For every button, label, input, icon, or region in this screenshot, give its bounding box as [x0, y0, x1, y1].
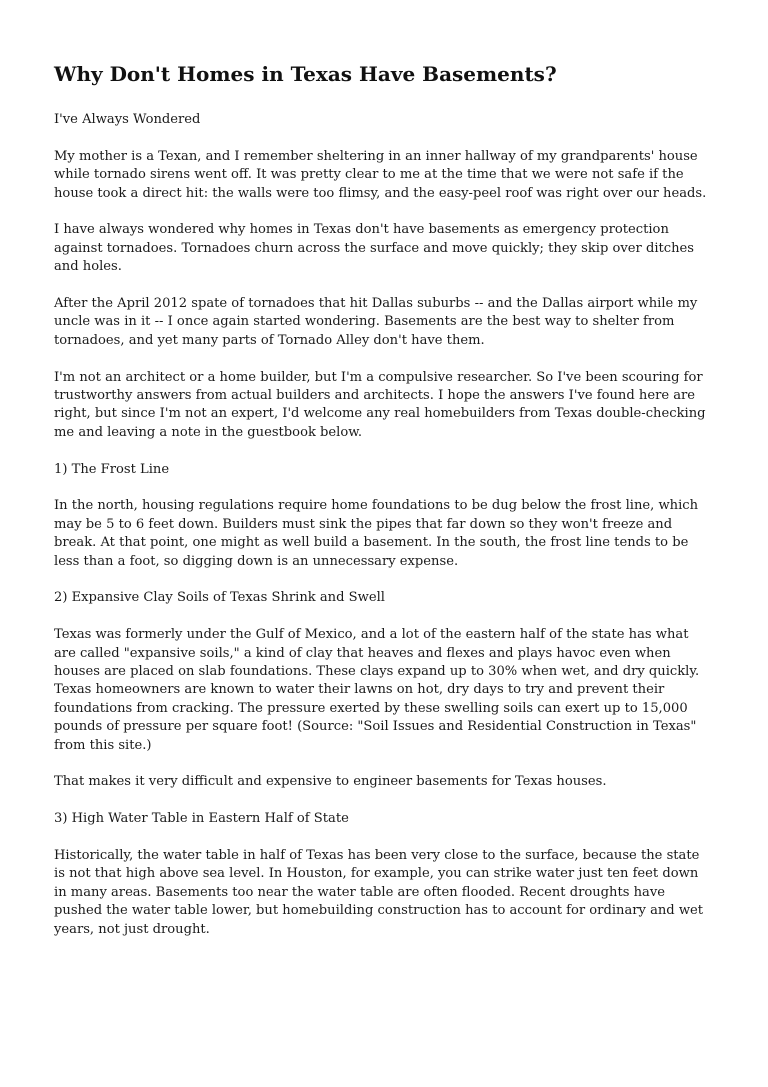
- paragraph-clay-soils: Texas was formerly under the Gulf of Mexico, and a lot of the eastern half of the state has what are called "expansive soils," a kind of clay that heaves and flexes and plays havoc even when houses are placed on slab foundations. These clays expand up to 30% when wet, and dry quickly. Texas homeowners are known to water their lawns on hot, dry days to try and prevent their foundations from cracking. The pressure exerted by these swelling soils can exert up to 15,000 pounds of pressure per square foot! (Source: "Soil Issues and Residential Construction in Texas" from this site.): [54, 627, 700, 753]
- paragraph-water-table: Historically, the water table in half of Texas has been very close to the surface, because the state is not that high above sea level. In Houston, for example, you can strike water just ten feet down in many areas. Basements too near the water table are often flooded. Recent droughts have pushed the water table lower, but homebuilding construction has to account for ordinary and wet years, not just drought.: [54, 848, 704, 937]
- document-page: [54, 60, 714, 958]
- paragraph-april-2012: After the April 2012 spate of tornadoes that hit Dallas suburbs -- and the Dallas airport while my uncle was in it -- I once again started wondering. Basements are the best way to shelter from tornadoes, and yet many parts of Tornado Alley don't have them.: [54, 296, 698, 348]
- section-heading-clay-soils: 2) Expansive Clay Soils of Texas Shrink and Swell: [54, 590, 385, 606]
- paragraph-intro: My mother is a Texan, and I remember sheltering in an inner hallway of my grandparents' house while tornado sirens went off. It was pretty clear to me at the time that we were not safe if the house took a direct hit: the walls were too flimsy, and the easy-peel roof was right over our heads.: [54, 148, 707, 201]
- paragraph-researcher: I'm not an architect or a home builder, but I'm a compulsive researcher. So I've been scouring for trustworthy answers from actual builders and architects. I hope the answers I've found here are right, but since I'm not an expert, I'd welcome any real homebuilders from Texas double-checking me and leaving a note in the guestbook below.: [54, 369, 706, 440]
- paragraph-engineer-basements: That makes it very difficult and expensive to engineer basements for Texas houses.: [54, 774, 607, 790]
- section-heading-water-table: 3) High Water Table in Eastern Half of State: [54, 811, 349, 827]
- paragraph-wondered: I have always wondered why homes in Texas don't have basements as emergency protection against tornadoes. Tornadoes churn across the surface and move quickly; they skip over ditches and holes.: [54, 222, 695, 275]
- section-heading-frost-line: 1) The Frost Line: [54, 461, 170, 477]
- document-title: Why Don't Homes in Texas Have Basements?: [54, 62, 557, 86]
- paragraph-frost-line: In the north, housing regulations require home foundations to be dug below the frost line, which may be 5 to 6 feet down. Builders must sink the pipes that far down so they won't freeze and break. At that point, one might as well build a basement. In the south, the frost line tends to be less than a foot, so digging down is an unnecessary expense.: [54, 498, 699, 569]
- paragraph-subtitle: I've Always Wondered: [54, 112, 201, 127]
